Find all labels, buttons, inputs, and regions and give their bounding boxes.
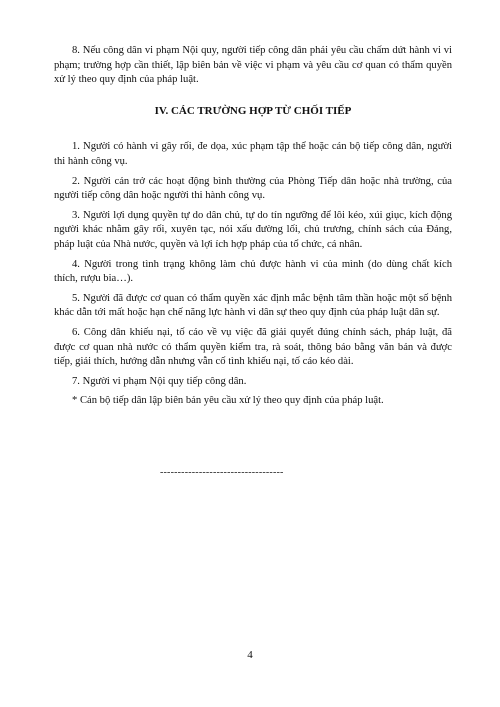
list-item: 3. Người lợi dụng quyền tự do dân chủ, tự do tín ngưỡng để lôi kéo, xúi giục, kích động người khác nhằm gây rối, xuyên tạc, nói xấu đường lối, chủ trương, chính sách của Đảng, pháp luật của Nhà nước, quyền và lợi ích hợp pháp của tổ chức, cá nhân. (54, 209, 452, 250)
list-item: 1. Người có hành vi gây rối, đe dọa, xúc phạm tập thể hoặc cán bộ tiếp công dân, người thi hành công vụ. (54, 141, 452, 167)
section-heading: IV. CÁC TRƯỜNG HỢP TỪ CHỐI TIẾP (154, 104, 352, 117)
list-item: 4. Người trong tình trạng không làm chủ được hành vi của mình (do dùng chất kích thích, rượu bia…). (54, 258, 452, 285)
document-body (54, 44, 452, 409)
page-number: 4 (247, 649, 253, 661)
list-item: 6. Công dân khiếu nại, tố cáo về vụ việc đã giải quyết đúng chính sách, pháp luật, đã được cơ quan nhà nước có thẩm quyền kiểm tra, rà soát, thông báo bằng văn bản và được tiếp, giải thích, hướng dẫn nhưng vẫn cố tình khiếu nại, tố cáo kéo dài. (54, 326, 452, 368)
list-item: 7. Người vi phạm Nội quy tiếp công dân. (72, 375, 247, 387)
note-text: * Cán bộ tiếp dân lập biên bản yêu cầu xử lý theo quy định của pháp luật. (72, 395, 384, 407)
list-item: 2. Người cản trở các hoạt động bình thường của Phòng Tiếp dân hoặc nhà trường, của người tiếp công dân hoặc người thi hành công vụ. (54, 175, 452, 202)
list-item: 5. Người đã được cơ quan có thẩm quyền xác định mắc bệnh tâm thần hoặc một số bệnh khác dẫn tới mất hoặc hạn chế năng lực hành vi dân sự theo quy định của pháp luật dân sự. (54, 292, 452, 319)
divider-line: ----------------------------------- (160, 467, 284, 478)
paragraph-8: 8. Nếu công dân vi phạm Nội quy, người tiếp công dân phải yêu cầu chấm dứt hành vi vi phạm; trường hợp cần thiết, lập biên bản về việc vi phạm và yêu cầu cơ quan có thẩm quyền xử lý theo quy định của pháp luật. (54, 45, 452, 86)
